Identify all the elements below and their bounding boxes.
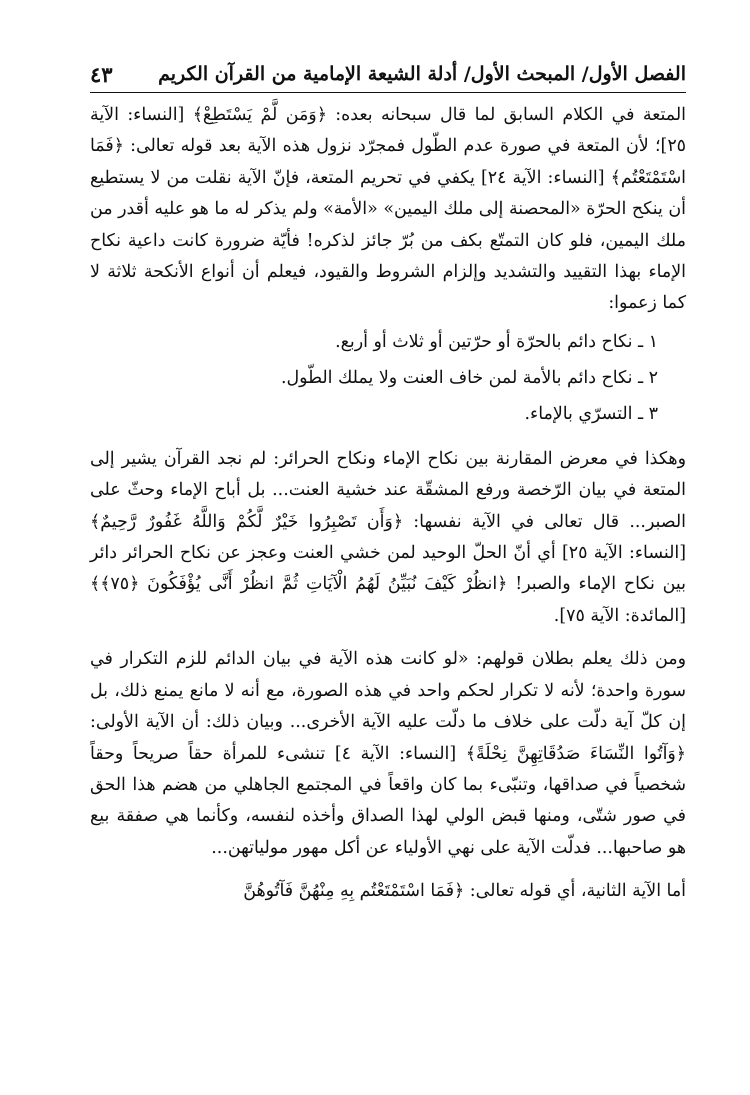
page-number: ٤٣ <box>90 61 113 87</box>
marriage-types-list <box>90 324 686 432</box>
paragraph-2: وهكذا في معرض المقارنة بين نكاح الإماء ونكاح الحرائر: لم نجد القرآن يشير إلى المتعة في بيان الرّخصة ورفع المشقّة عند خشية العنت... بل أباح الإماء وحثّ على الصبر... قال تعالى في الآية نفسها: ﴿وَأَن تَصْبِرُوا خَيْرٌ لَّكُمْ وَاللَّهُ غَفُورٌ رَّحِيمٌ﴾ [النساء: الآية ٢٥] أي أنّ الحلّ الوحيد لمن خشي العنت وعجز عن نكاح الحرائر دائر بين نكاح الإماء والصبر! ﴿انظُرْ كَيْفَ نُبَيِّنُ لَهُمُ الْآيَاتِ ثُمَّ انظُرْ أَنَّى يُؤْفَكُونَ ﴿٧٥﴾﴾ [المائدة: الآية ٧٥]. <box>90 448 686 626</box>
list-item: ٢ ـ نكاح دائم بالأمة لمن خاف العنت ولا يملك الطّول. <box>280 367 658 388</box>
paragraph-4: أما الآية الثانية، أي قوله تعالى: ﴿فَمَا اسْتَمْتَعْتُم بِهِ مِنْهُنَّ فَآتُوهُنَّ <box>243 881 686 902</box>
paragraph-3: ومن ذلك يعلم بطلان قولهم: «لو كانت هذه الآية في بيان الدائم للزم التكرار في سورة واحدة؛ لأنه لا تكرار لحكم واحد في هذه الصورة، مع أنه لا مانع يمنع ذلك، بل إن كلّ آية دلّت على خلاف ما دلّت عليه الآية الأخرى... وبيان ذلك: أن الآية الأولى: ﴿وَآتُوا النِّسَاءَ صَدُقَاتِهِنَّ نِحْلَةً﴾ [النساء: الآية ٤] تنشىء للمرأة حقاً صريحاً وحقاً شخصياً في صداقها، وتنبّىء بما كان واقعاً في المجتمع الجاهلي من هضم هذا الحق في صور شتّى، ومنها قبض الولي لهذا الصداق وأخذه لنفسه، وكأنما هي صفقة بيع هو صاحبها... فدلّت الآية على نهي الأولياء عن أكل مهور مولياتهن... <box>90 649 686 858</box>
page-body <box>90 100 686 908</box>
header-rule <box>90 92 686 93</box>
running-header <box>90 58 686 90</box>
list-item: ١ ـ نكاح دائم بالحرّة أو حرّتين أو ثلاث أو أربع. <box>335 331 658 352</box>
header-title: الفصل الأول/ المبحث الأول/ أدلة الشيعة الإمامية من القرآن الكريم <box>158 63 686 85</box>
list-item: ٣ ـ التسرّي بالإماء. <box>524 403 658 424</box>
paragraph-1: المتعة في الكلام السابق لما قال سبحانه بعده: ﴿وَمَن لَّمْ يَسْتَطِعْ﴾ [النساء: الآية ٢٥]؛ لأن المتعة في صورة عدم الطّول فمجرّد نزول هذه الآية بعد قوله تعالى: ﴿فَمَا اسْتَمْتَعْتُم﴾ [النساء: الآية ٢٤] يكفي في تحريم المتعة، فإنّ الآية نقلت من لا يستطيع أن ينكح الحرّة «المحصنة إلى ملك اليمين» «الأمة» ولم يذكر له ما هو عليه أقدر من ملك اليمين، فلو كان التمتّع بكف من بُرّ جائز لذكره! فأيّة ضرورة كانت داعية نكاح الإماء بهذا التقييد والتشديد وإلزام الشروط والقيود، فيعلم أن أنواع الأنكحة ثلاثة لا كما زعموا: <box>90 105 686 314</box>
